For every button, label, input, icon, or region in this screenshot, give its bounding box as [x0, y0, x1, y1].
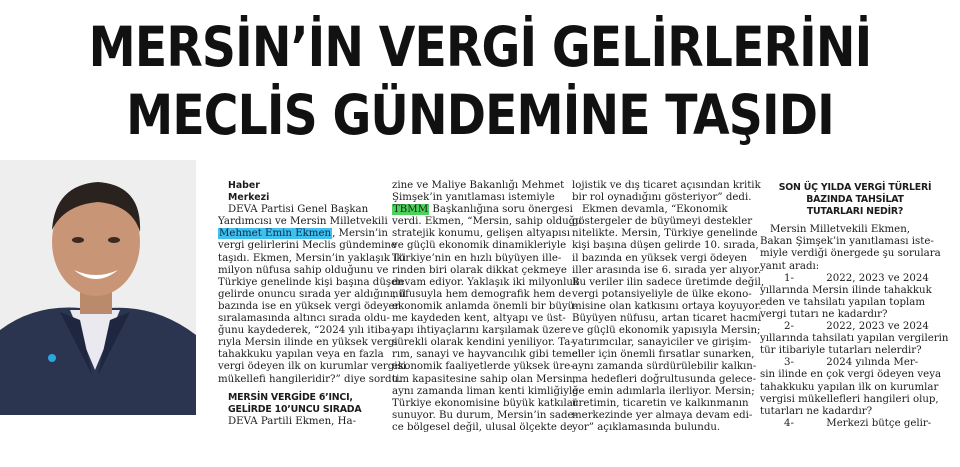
body-line: mükellefi hangileridir?” diye sordu. [218, 373, 402, 385]
body-line: stratejik konumu, gelişen altyapısı [392, 228, 570, 240]
body-line: rıyla Mersin ilinde en yüksek vergi [218, 337, 398, 349]
body-line: tür itibariyle tutarları nelerdir? [760, 345, 922, 357]
headline-line-1: MERSİN’İN VERGİ GELİRLERİNİ [88, 15, 872, 79]
body-line: vergi gelirlerini Meclis gündemine [218, 240, 397, 252]
body-line: ce bölgesel değil, ulusal ölçekte de [392, 421, 573, 433]
body-line: Türkiye genelinde kişi başına düşen [218, 276, 404, 288]
body-line: Yardımcısı ve Mersin Milletvekili [218, 216, 388, 228]
body-line: ve güçlü ekonomik yapısıyla Mersin; [572, 325, 761, 337]
body-line: Türkiye’nin en hızlı büyüyen ille- [392, 252, 562, 264]
section-subhead: MERSİN VERGİDE 6’INCI, [228, 391, 353, 403]
body-line: yanıt aradı: [760, 260, 820, 272]
body-line: Şimşek’in yanıtlaması istemiyle [392, 192, 555, 204]
body-text: , Mersin’in [332, 228, 388, 240]
body-line: ekonomik anlamda önemli bir büyü- [392, 300, 578, 312]
article-column-4 [760, 182, 950, 430]
question-line: 1- 2022, 2023 ve 2024 [784, 272, 929, 284]
article-column-2 [392, 180, 582, 434]
body-line: nüfusuyla hem demografik hem de [392, 288, 572, 300]
body-line: il bazında en yüksek vergi ödeyen [572, 252, 748, 264]
portrait-photo [0, 160, 196, 415]
body-line: yatırımcılar, sanayiciler ve girişim- [572, 337, 752, 349]
body-line: vergisi mükellefleri hangileri olup, [760, 393, 939, 405]
body-line: ekonomik faaliyetlerde yüksek üre- [392, 361, 574, 373]
body-line: tutarları ne kadardır? [760, 405, 873, 417]
body-line: me kaydeden kent, altyapı ve üst- [392, 313, 566, 325]
body-line: DEVA Partisi Genel Başkan [228, 204, 369, 216]
headline-line-2: MECLİS GÜNDEMİNE TAŞIDI [126, 83, 834, 147]
body-line: ve güçlü ekonomik dinamikleriyle [392, 240, 567, 252]
body-line: yapı ihtiyaçlarını karşılamak üzere [392, 325, 572, 337]
body-line: yıllarında Mersin ilinde tahakkuk [760, 284, 932, 296]
section-subhead: SON ÜÇ YILDA VERGİ TÜRLERİ [778, 182, 932, 193]
body-line: rım, sanayi ve hayvancılık gibi temel [392, 349, 582, 361]
body-line: DEVA Partili Ekmen, Ha- [228, 415, 357, 427]
body-line: gelirde onuncu sırada yer aldığını, il [218, 288, 406, 300]
byline-label: Merkezi [228, 192, 270, 204]
body-line: yıllarında tahsilatı yapılan vergilerin [760, 333, 949, 345]
body-line: vergi ödeyen ilk on kurumlar vergisi [218, 361, 406, 373]
body-line: sıralamasında altıncı sırada oldu- [218, 313, 391, 325]
body-line: ma hedefleri doğrultusunda gelece- [572, 373, 757, 385]
body-line: sürekli olarak kendini yeniliyor. Ta- [392, 337, 574, 349]
highlighted-tbmm: TBMM [393, 204, 429, 216]
body-line: devam ediyor. Yaklaşık iki milyonluk [392, 276, 580, 288]
body-line: vergi potansiyeliyle de ülke ekono- [572, 288, 752, 300]
body-line: ğe emin adımlarla ilerliyor. Mersin; [572, 385, 755, 397]
body-line: eden ve tahsilatı yapılan toplam [760, 296, 926, 308]
body-line: Bakan Şimşek’in yanıtlaması iste- [760, 236, 934, 248]
body-line: taşıdı. Ekmen, Mersin’in yaklaşık iki [218, 252, 406, 264]
body-line: ciler için önemli fırsatlar sunarken, [572, 349, 755, 361]
article-column-1 [218, 180, 406, 428]
body-line: merkezinde yer almaya devam edi- [572, 409, 753, 421]
body-line: miyle verdiği önergede şu sorulara [760, 248, 941, 260]
section-subhead: BAZINDA TAHSİLAT [806, 194, 904, 206]
question-line: 3- 2024 yılında Mer- [784, 357, 919, 369]
question-line: 4- Merkezi bütçe gelir- [784, 417, 932, 429]
body-line: rinden biri olarak dikkat çekmeye [392, 264, 567, 276]
body-line: nitelikte. Mersin, Türkiye genelinde [572, 228, 758, 240]
body-line: bazında ise en yüksek vergi ödeyen [218, 300, 402, 312]
body-line: ğunu kaydederek, “2024 yılı itiba- [218, 325, 394, 337]
section-subhead: GELİRDE 10’UNCU SIRADA [228, 403, 362, 415]
body-line: sin ilinde en çok vergi ödeyen veya [760, 369, 942, 381]
body-line-with-name [218, 228, 388, 240]
byline-label: Haber [228, 180, 260, 191]
body-line: lojistik ve dış ticaret açısından kritik [572, 180, 761, 191]
body-line: Türkiye ekonomisine büyük katkılar [392, 397, 578, 409]
body-line: aynı zamanda liman kenti kimliğiyle [392, 385, 579, 397]
body-line: Ekmen devamla, “Ekonomik [582, 204, 728, 216]
body-line: tahakkuku yapılan veya en fazla [218, 349, 384, 361]
body-line: misine olan katkısını ortaya koyuyor. [572, 300, 762, 312]
body-line: yor” açıklamasında bulundu. [572, 421, 721, 433]
body-line: zine ve Maliye Bakanlığı Mehmet [392, 180, 565, 191]
body-line: tim kapasitesine sahip olan Mersin, [392, 373, 576, 385]
body-text: Başkanlığına soru önergesi [429, 204, 573, 216]
body-line: bir rol oynadığını gösteriyor” dedi. [572, 192, 752, 204]
body-line: kişi başına düşen gelirde 10. sırada, [572, 240, 759, 252]
body-line: vergi tutarı ne kadardır? [760, 308, 888, 320]
body-line-with-tbmm [392, 204, 573, 216]
section-subhead: TUTARLARI NEDİR? [806, 206, 904, 218]
highlighted-name: Mehmet Emin Ekmen [219, 228, 332, 240]
body-line: aynı zamanda sürdürülebilir kalkın- [572, 361, 757, 373]
body-line: göstergeler de büyümeyi destekler [572, 216, 753, 228]
body-line: sunuyor. Bu durum, Mersin’in sade- [392, 409, 577, 421]
body-line: verdi. Ekmen, “Mersin, sahip olduğu [392, 216, 582, 228]
body-line: iller arasında ise 6. sırada yer alıyor. [572, 264, 762, 276]
body-line: milyon nüfusa sahip olduğunu ve [218, 264, 389, 276]
body-line: Bu veriler ilin sadece üretimde değil, [572, 276, 765, 288]
body-line: üretimin, ticaretin ve kalkınmanın [572, 397, 749, 409]
body-line: Mersin Milletvekili Ekmen, [770, 224, 911, 236]
body-line: tahakkuku yapılan ilk on kurumlar [760, 381, 939, 393]
body-line: Büyüyen nüfusu, artan ticaret hacmi [572, 313, 762, 325]
article-column-3 [572, 180, 765, 434]
question-line: 2- 2022, 2023 ve 2024 [784, 321, 929, 333]
